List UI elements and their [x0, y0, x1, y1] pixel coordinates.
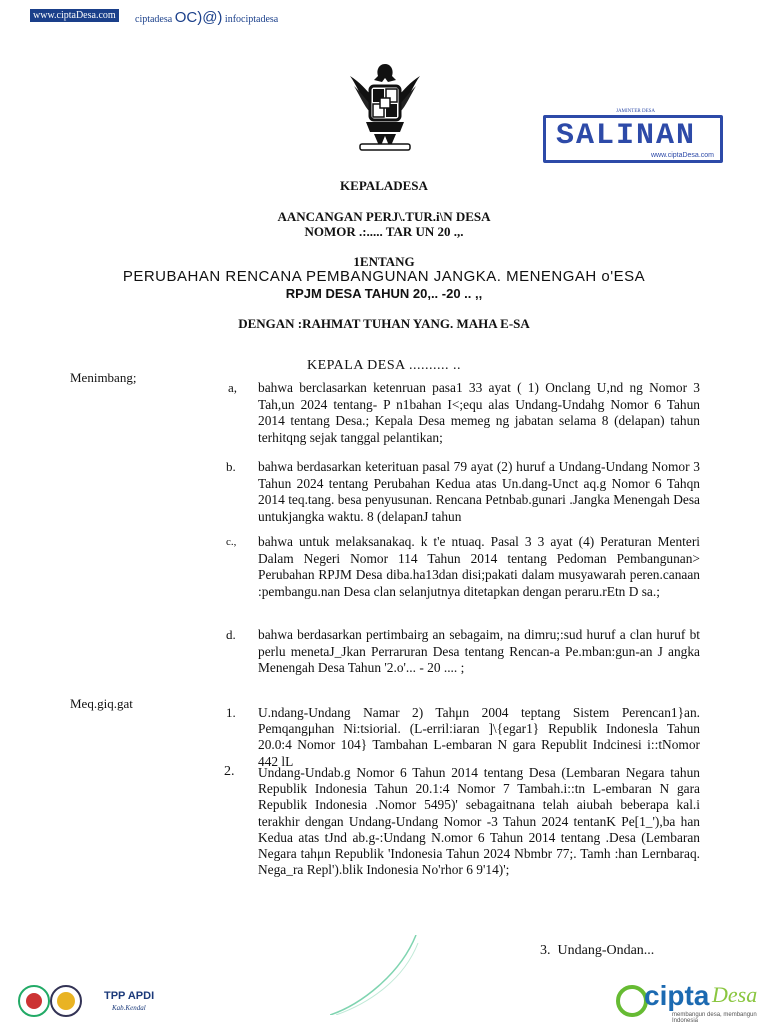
stamp-url: www.ciptaDesa.com [650, 152, 714, 159]
item-marker: b. [226, 459, 236, 474]
item-marker: 2. [224, 764, 235, 779]
ciptadesa-logo-text: cipta [644, 980, 710, 1011]
regulation-number: NOMOR .:..... TAR UN 20 .,. [304, 224, 464, 239]
subject-line: PERUBAHAN RENCANA PEMBANGUNAN JANGKA. MENENGAH o'ESA [122, 268, 646, 285]
mengingat-label: Meq.giq.gat [70, 696, 133, 711]
subject-line-2: RPJM DESA TAHUN 20,.. -20 .. ,, [285, 286, 483, 301]
menimbang-item-d: bahwa berdasarkan pertimbairg an sebagaim, na dimru;:sud huruf a clan huruf bt perlu menetaJ_Jkan Perraruran Desa tentang Rencan-a Pe.mban:gun-an J angka Menengah Desa Tahun '2.o'... - 20 .... ; [258, 627, 700, 676]
social-handles [135, 9, 278, 26]
regency-seal-icon [18, 985, 50, 1017]
ciptadesa-tagline: membangun desa, membangun Indonesia [672, 1012, 757, 1024]
menimbang-item-c: bahwa untuk melaksanakaq. k t'e ntuaq. Pasal 3 3 ayat (4) Peraturan Menteri Dalam Negeri Nomor 114 Tahun 2014 tentang Pedoman Pembangunan> Perubahan RPJM Desa diba.ha13dan disi;pakati dalam musyawarah peren.canaan :pembangu.nan Desa clan selanjutnya ditetapkan dengan peraru.rEtn D sa.; [258, 534, 700, 599]
continuation-text: Undang-Ondan... [557, 943, 655, 958]
tentang-heading: 1ENTANG [353, 254, 415, 269]
item-marker: 1. [226, 705, 236, 720]
menimbang-item-a: bahwa berclasarkan ketenruan pasa1 33 ayat ( 1) Onclang U,nd ng Nomor 3 Tah,un 2024 tentang- P n1bahan I<;equ alas Undang-Undahg Nomor 6 Tahun 2014 tentang Desa.; Kepala Desa memeg ng jabatan selama 8 (delapan) tahun terhitqng sejak tanggal pelantikan; [258, 380, 700, 445]
salinan-stamp [543, 109, 723, 163]
garuda-emblem-icon [346, 56, 424, 154]
issuer-heading: KEPALADESA [340, 178, 428, 193]
item-marker: d. [226, 627, 236, 642]
next-page-continuation [540, 943, 654, 959]
site-link[interactable]: www.ciptaDesa.com [30, 9, 119, 22]
menimbang-label: Menimbang; [70, 370, 137, 385]
item-marker: c., [226, 536, 237, 548]
social-icons: OC)@) [174, 9, 223, 26]
item-marker: a, [228, 380, 238, 395]
social-suffix: infociptadesa [224, 14, 279, 25]
item-marker: 3. [540, 943, 551, 958]
mengingat-item-1: U.ndang-Undang Namar 2) Tahμn 2004 teptang Sistem Perencan1}an. Pemqangμhan Ni:tsiorial. (L-erril:iaran ]\{egar1} Republik Indonesla Tahun 20.0:4 Nomor 104} Tambahan L-embaran N gara Republit Indcinesi i::tNomor 442 lL [258, 705, 700, 769]
tpp-logo-subtext: Kab.Kendal [112, 1004, 146, 1012]
draft-title: AANCANGAN PERJ\.TUR.i\N DESA [277, 209, 491, 224]
decorative-curve-icon [330, 935, 420, 1015]
social-prefix: ciptadesa [135, 14, 173, 25]
mengingat-item-2: Undang-Undab.g Nomor 6 Tahun 2014 tentang Desa (Lembaran Negara tahun Republik Indonesia Tahun 20.1:4 Nomor 7 Tambah.i::tn L-embaran N gara Republik Indonesia .Nomor 5495)' sebagaitnana telah aiubah beberapa kal.i terakhir dengan Undang-Undang Nomor -3 Tahun 2024 tentanK Pe[1_'),ba han Kedua atas tJnd ab.g-:Undang N.omor 6 Tahun 2014 tentang .Desa (Lembaran Negara tahμn Republik 'Indonesia Tahun 2024 Nbmbr 77;. Tamh :han Lernbaraq. Nega_ra Repl').blik Indonesia No'rhor 6 9'14)'; [258, 765, 700, 878]
stamp-word: SALINAN [556, 119, 697, 153]
tpp-seal-icon [50, 985, 82, 1017]
ciptadesa-logo-desa: Desa [712, 982, 758, 1007]
kepala-desa-line: KEPALA DESA .......... .. [307, 358, 461, 373]
stamp-tiny-text: JAMINTER DESA [616, 109, 656, 114]
rahmat-line: DENGAN :RAHMAT TUHAN YANG. MAHA E-SA [238, 316, 530, 331]
menimbang-item-b: bahwa berdasarkan keterituan pasal 79 ayat (2) huruf a Undang-Undang Nomor 3 Tahun 2024 tentang Perubahan Kedua atas Un.dang-Unct aq.g Nomor 6 Tahqn 2014 teq.tang. besa penyusunan. Rencana Petnbab.gunari .Jangka Menengah Desa untukjangka waktu. 8 (delapanJ tahun [258, 459, 700, 524]
tpp-logo-text: TPP APDI [104, 990, 155, 1002]
